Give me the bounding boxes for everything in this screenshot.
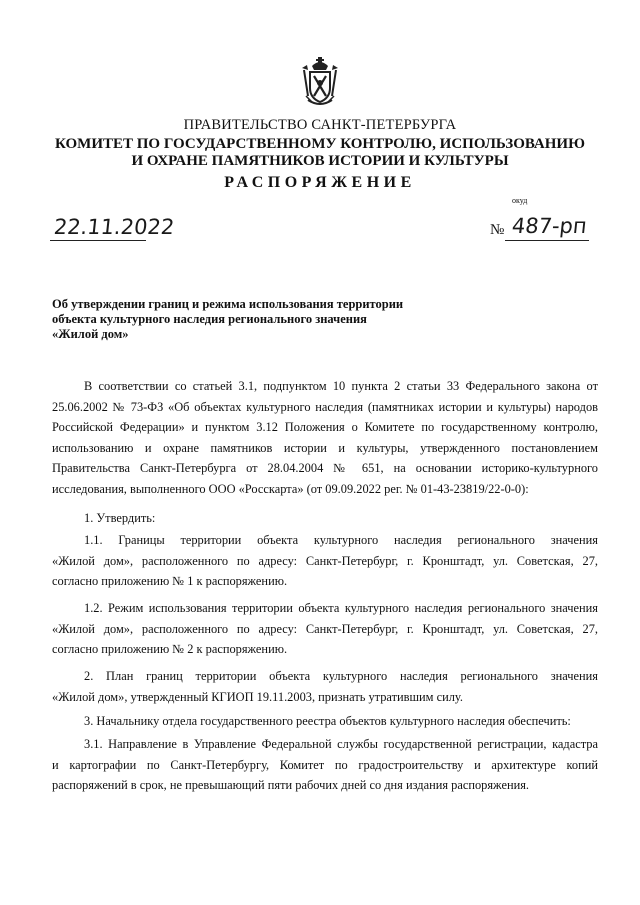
committee-heading-line2: И ОХРАНЕ ПАМЯТНИКОВ ИСТОРИИ И КУЛЬТУРЫ — [131, 153, 509, 169]
subject-line: Об утверждении границ и режима использования территории — [52, 297, 404, 311]
paragraph-line: распоряжений в срок, не превышающий пяти рабочих дней со дня издания распоряжения. — [52, 778, 530, 793]
paragraph-line: Российской Федерации» и пунктом 3.12 Положения о Комитете по государственному контролю, — [52, 420, 598, 435]
paragraph-line: использованию и охране памятников истории и культуры, утвержденного постановлением — [52, 440, 598, 455]
clause-3 — [52, 711, 598, 732]
committee-heading-line1: КОМИТЕТ ПО ГОСУДАРСТВЕННОМУ КОНТРОЛЮ, ИСПОЛЬЗОВАНИЮ — [55, 136, 585, 152]
paragraph-line: 3.1. Направление в Управление Федеральной службы государственной регистрации, кадастра — [84, 737, 598, 751]
clause-1 — [52, 508, 598, 529]
preamble-paragraph — [52, 376, 598, 500]
paragraph-line: согласно приложению № 2 к распоряжению. — [52, 642, 288, 657]
document-subject — [52, 297, 432, 342]
paragraph-line: 1.2. Режим использования территории объекта культурного наследия регионального значения — [84, 601, 598, 615]
number-underline — [505, 240, 589, 241]
subject-line: «Жилой дом» — [52, 327, 129, 341]
paragraph-line: 3. Начальнику отдела государственного реестра объектов культурного наследия обеспечить: — [84, 714, 571, 728]
paragraph-line: 25.06.2002 № 73-ФЗ «Об объектах культурного наследия (памятниках истории и культуры) народов — [52, 399, 598, 414]
clause-3-1 — [52, 734, 598, 796]
document-date: 22.11.2022 — [52, 215, 176, 239]
government-heading: ПРАВИТЕЛЬСТВО САНКТ-ПЕТЕРБУРГА — [183, 117, 457, 133]
paragraph-line: «Жилой дом», расположенного по адресу: Санкт-Петербург, г. Кронштадт, ул. Советская, 27, — [52, 553, 598, 568]
paragraph-line: 1.1. Границы территории объекта культурного наследия регионального значения — [84, 533, 598, 547]
committee-heading — [0, 136, 640, 170]
clause-1-1 — [52, 530, 598, 592]
paragraph-line: 2. План границ территории объекта культурного наследия регионального значения — [84, 669, 598, 683]
coat-of-arms-icon — [300, 56, 340, 108]
document-type-title: РАСПОРЯЖЕНИЕ — [224, 174, 416, 191]
paragraph-line: В соответствии со статьей 3.1, подпунктом 10 пункта 2 статьи 33 Федерального закона от — [84, 379, 598, 393]
paragraph-line: Правительства Санкт-Петербурга от 28.04.2004 № 651, на основании историко-культурного — [52, 461, 598, 476]
paragraph-line: исследования, выполненного ООО «Росскарта» (от 09.09.2022 рег. № 01-43-23819/22-0-0): — [52, 481, 529, 496]
number-label: № — [490, 222, 505, 238]
paragraph-line: «Жилой дом», утвержденный КГИОП 19.11.2003, признать утратившим силу. — [52, 689, 463, 704]
date-underline — [50, 240, 146, 241]
okud-label: окуд — [512, 196, 528, 205]
paragraph-line: и картографии по Санкт-Петербургу, Комитет по градостроительству и архитектуре копий — [52, 757, 598, 772]
paragraph-line: 1. Утвердить: — [84, 511, 156, 525]
document-number: 487-рп — [510, 214, 588, 238]
paragraph-line: «Жилой дом», расположенного по адресу: Санкт-Петербург, г. Кронштадт, ул. Советская, 27, — [52, 621, 598, 636]
clause-2 — [52, 666, 598, 707]
paragraph-line: согласно приложению № 1 к распоряжению. — [52, 574, 288, 589]
clause-1-2 — [52, 598, 598, 660]
subject-line: объекта культурного наследия регионального значения — [52, 312, 367, 326]
